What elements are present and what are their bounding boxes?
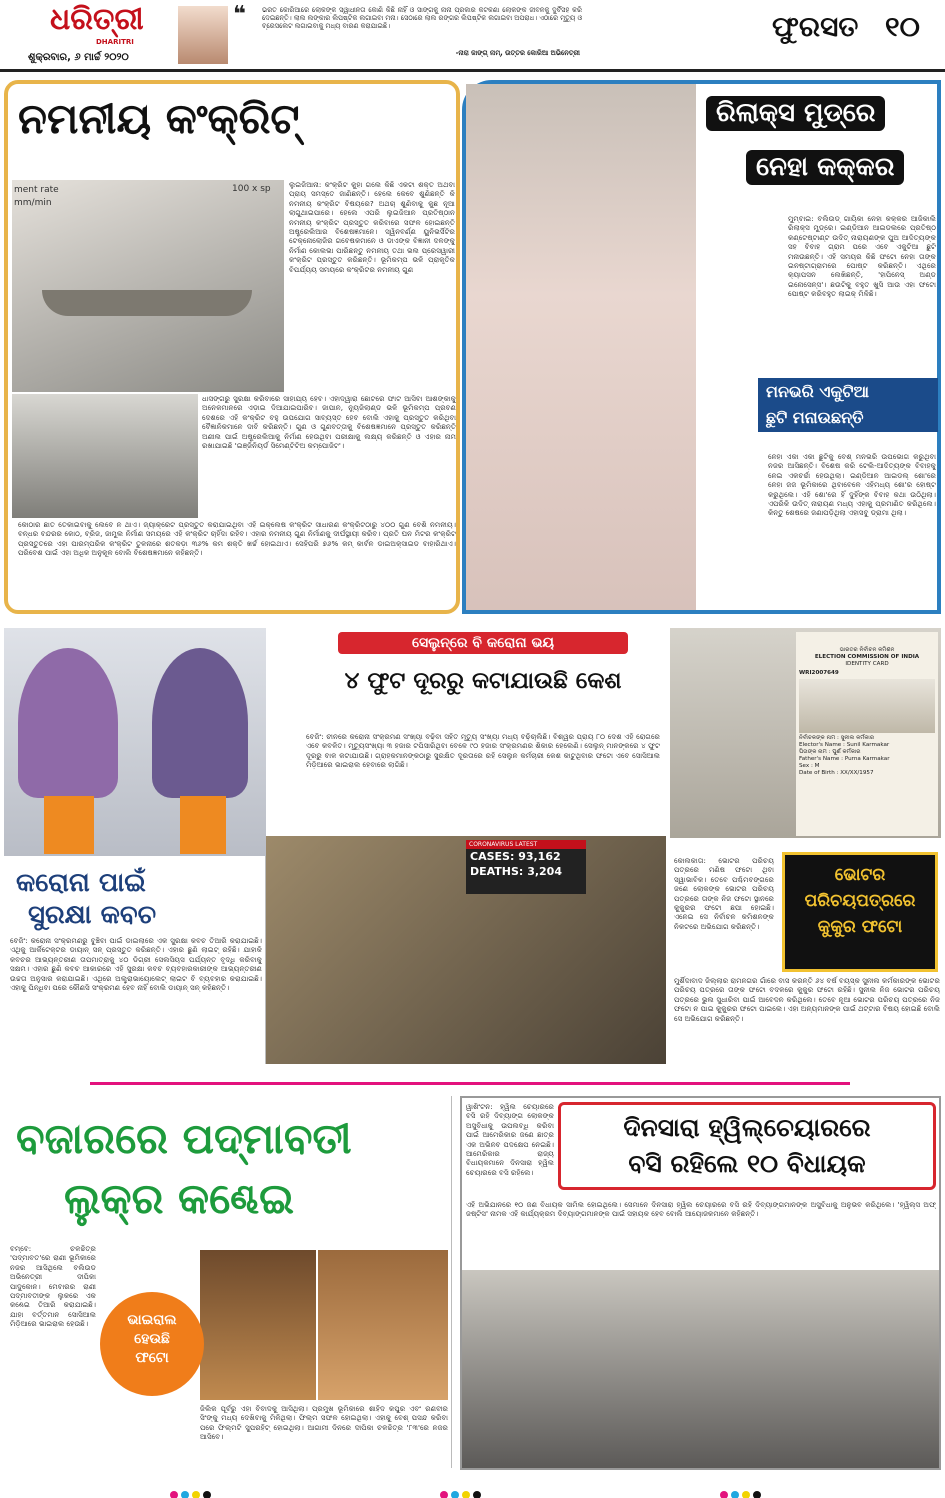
sex-value: M [814,763,820,769]
salon-photo [266,836,666,1064]
card-header-2: ELECTION COMMISSION OF INDIA [814,654,920,660]
neha-story [462,80,941,614]
name-value-en: Sunil Karmakar [846,742,890,748]
padmavati-story [4,1096,452,1468]
voter-card: ଭାରତର ନିର୍ବାଚନ କମିଶନ ELECTION COMMISSION OF INDIA IDENTITY CARD WRI2007649 ନିର୍ବାଚକଙ୍କ ନାମ : ସୁନୀଲ କର୍ମକାର Elector's Name : Sunil Karmakar ପିତାଙ୍କ ନାମ : ପୁର୍ଣ କର୍ମକାର Father's Name : Purna Karmakar Sex : M Date of Birth : XX/XX/1957 [796,632,938,836]
voter-body-b: ମୁର୍ଶିଦାବାଦ ଜିଲ୍ଲାର ରାମନଗର ଗାଁରେ ବାସ କରନ୍ତି ୬୪ ବର୍ଷ ବୟସ୍କ ସୁନୀଲ କର୍ମକାରଙ୍କ ଭୋଟର ପରିଚୟ ପତ୍ରରେ ତାଙ୍କ ଫଟୋ ବଦଳରେ କୁକୁର ଫଟୋ ରହିଛି। ସୁନୀଲ ନିଜ ଭୋଟର ପରିଚୟ ପତ୍ରରେ ଭୁଲ ସୁଧାରିବା ପାଇଁ ଆବେଦନ କରିଥିଲେ। ତେବେ ନୂଆ ଭୋଟର ପରିଚୟ ପତ୍ରରେ ନିଜ ଫଟୋ ନ ପାଇ କୁକୁରର ଫଟୋ ପାଇଲେ। ଏହା ଅନ୍ୟମାନଙ୍କ ପାଇଁ ଥଟ୍ଟାର ବିଷୟ ହୋଇଛି ବୋଲି ସେ ଅଭିଯୋଗ କରିଛନ୍ତି। [674,976,940,1023]
voter-photo [670,628,941,838]
concrete-test-photo [12,180,284,392]
neha-subhead-1: ମନଭରି ଏକୁଟିଆ [758,378,938,406]
concrete-body-b: ଧାସଙ୍ଗରୁ ସୁରକ୍ଷା କରିବାରେ ସାହାଯ୍ୟ ହେବ। ଏହାଦ୍ୱାରା ଛୋଟରେ ଫାଟ ଆସିବା ଆଶଙ୍କାକୁ ଅନେକମାନରେ ଏଡ଼ାଇ ଦିଆଯାଇପାରିବ। ଜାପାନ, ନ୍ୟୁଜିଲାଣ୍ଡ ଭଳି ଭୂମିକମ୍ପ ପ୍ରବଣ ଦେଶରେ ଏହି କଂକ୍ରିଟ ବହୁ ଉପଯୋଗ ସାବ୍ୟସ୍ତ ହେବ ବୋଲି ଏହାକୁ ପ୍ରସ୍ତୁତ କରିଥିବା ବୈଜ୍ଞାନିକମାନେ ଦାବି କରିଛନ୍ତି। ଗୁଣ ଓ ଗୁଣବତ୍ତାକୁ ବିଶେଷଜ୍ଞମାନେ ପ୍ରସ୍ତୁତ କରିଛନ୍ତି ଅଣୀଲ ପାଇଁ ଅଷ୍ଟ୍ରେଲିଆକୁ ନିର୍ମାଣ ହେଉଥିବା ପରୀକ୍ଷାକୁ ଲକ୍ଷ୍ୟ କରିଛନ୍ତି ଓ ଏହାର ନାମ ରଖାଯାଇଛି 'ଇଞ୍ଜିନିୟର୍ଡ ସିମେଣ୍ଟିଟିଅ କମ୍ପୋଜିଟ'। [202,394,456,451]
father-label-en: Father's Name [799,756,840,762]
padmavati-headline-2: ଲୁକ୍‌ର କଣ୍ଢେଇ [64,1174,295,1223]
card-header-3: IDENTITY CARD [845,661,889,667]
salon-body: ବେଜିଂ: ଚୀନରେ କରୋନା ସଂକ୍ରମଣ ସଂଖ୍ୟା ବଢ଼ିବା ସହିତ ମୃତ୍ୟୁ ସଂଖ୍ୟା ମଧ୍ୟ ବଢ଼ିଚାଲିଛି। ବିଶ୍ୱର ପ୍ରାୟ ୮୦ ଦେଶ ଏହି ରୋଗରେ ଏବେ କବଳିତ। ମୃତ୍ୟୁସଂଖ୍ୟା ୩ ହଜାର ଟପିସାରିଥିବା ବେଳେ ୯୦ ହଜାର ସଂକ୍ରମଣର ଶିକାର ହେଲେଣି। ସେଲୁନ୍ ମାନଙ୍କରେ ୪ ଫୁଟ ଦୂରରୁ ବାଳ କଟାଯାଉଛି। ଗ୍ରାହକମାନଙ୍କଠାରୁ ସୁରକ୍ଷିତ ଦୂରତାରେ ରହି ସେଲୁନ କର୍ମଚାରୀ କେଶ କାଟୁଥିବାର ଫଟୋ ଏବେ ସୋସିଆଲ ମିଡ଼ିଆରେ ଭାଇରାଲ ହେବାରେ ଲାଗିଛି। [306,732,660,770]
name-value-or: ସୁନୀଲ କର୍ମକାର [840,735,875,741]
photo-label-3: 100 x sp [232,184,271,194]
viral-badge [100,1292,204,1396]
badge-2: ହେଉଛି [134,1331,170,1347]
counter-title: CORONAVIRUS LATEST [466,840,586,849]
shield-headline-2: ସୁରକ୍ଷା କବଚ [28,900,157,930]
wheelchair-body-b: ଏହି ଅଭିଯାନରେ ୧୦ ଜଣ ବିଧାୟକ ସାମିଲ ହୋଇଥିଲେ। ସେମାନେ ଦିନସାରା ହ୍ୱିଲ ଚେୟାରରେ ବସି ରହି ଦିବ୍ୟାଙ୍ଗମାନଙ୍କ ଅସୁବିଧାକୁ ଅନୁଭବ କରିଥିଲେ। 'ହ୍ୱିଲ୍ସ ଅଫ୍ ଜଷ୍ଟିସ' ନାମକ ଏହି କାର୍ଯ୍ୟକ୍ରମ ଦିବ୍ୟାଙ୍ଗମାନଙ୍କ ପାଇଁ ସହାୟକ ହେବ ବୋଲି ଆୟୋଜକମାନେ କହିଛନ୍ତି। [466,1200,936,1219]
section-divider [90,1082,850,1085]
name-label-en: Elector's Name [799,742,842,748]
page-number: ୧୦ [885,10,920,43]
concrete-beam [42,290,252,316]
shield-capsule-left [18,648,118,798]
badge-1: ଭାଇରାଲ [127,1312,177,1328]
shield-body: ବେଜିଂ: କରୋନା ସଂକ୍ରମଣରୁ ବୁଞ୍ଚିବା ପାଇଁ ଡାଇଲାରେ ଏକ ସୁରକ୍ଷା କବଚ ତିଆରି କରାଯାଇଛି। ଏଥିକୁ ଆର୍କିଟେକ୍ଟର ଡାୟାନ୍ ସନ୍ ପ୍ରସ୍ତୁତ କରିଛନ୍ତି। ଏହାର ଛୁଣି ଲାଇଟ୍ ରହିଛି। ଯାହାକି କବଚର ଆଭ୍ୟନ୍ତରୀଣ ତାପମାତ୍ରାକୁ ୪୦ ଡିଗ୍ରୀ ସେଲସିୟସ ପର୍ଯ୍ୟନ୍ତ ବୃଦ୍ଧି କରିବାକୁ ସକ୍ଷମ। ଏହାର ଛୁଣି କବଚ ଆକାରରେ ଏହି ସୁରକ୍ଷା କବଚ ବ୍ୟବହାରକାରୀଙ୍କ ଆଭ୍ୟନ୍ତରୀଣ ଉଚ୍ଚତା ଅନୁସାର କରାଯାଇଛି। ଏଥିରେ ଅଲ୍ଟ୍ରାଭାୟୋଲେଟ୍ ଲାଇଟ ବି ବ୍ୟବହାର କରାଯାଇଛି। ଏହାକୁ ପିନ୍ଧିବା ପରେ କୌଣସି ସଂକ୍ରମଣ ହେବ ନାହିଁ ବୋଲି ଡାୟାନ୍ ସନ୍ କହିଛନ୍ତି। [10,936,262,993]
neha-headline-2: ନେହା କକ୍କର [746,150,904,185]
cases-value: 93,162 [518,850,561,863]
legislators-photo [462,1270,939,1468]
salon-story [302,632,662,832]
concrete-body-c: କୋଠାର ଛାତ ତେକାଇବାକୁ ଲେବେ ନ ଥାଏ। ଜ୍ୟାକ୍ରେଟ ପ୍ରସ୍ତୁତ କରାଯାଇଥିବା ଏହି ଇକ୍ଲେଷ କଂକ୍ରିଟ ସାଧାରଣ କଂକ୍ରିଟଠାରୁ ୪୦୦ ଗୁଣ ବେଶି ନମନୀୟ। ବନ୍ଧର ବନ୍ଦରର କୋଠ, ବ୍ରିଜ, ଜାମୁଲ ନିର୍ମାଣ ସମୟରେ ଏହି କଂକ୍ରିଟ ଚାହିଁଦା ରହିବ। ଏହାର ନମନୀୟ ଗୁଣ ନିର୍ମାଣକୁ ଦୀର୍ଘସ୍ଥାୟୀ କରିବ। ପ୍ରତି ଘନ ମିଟର କଂକ୍ରିଟ ପ୍ରସ୍ତୁତରେ ଏହା ପାରମ୍ପରିକ କଂକ୍ରିଟ ତୁଳନାରେ ଶତକଡ଼ା ୩୬% କମ ଶକ୍ତି ଖର୍ଚ୍ଚ ହୋଇଥାଏ। ସେହିପରି ୭୬% କମ୍ କାର୍ବନ ଡାଇଅକ୍ସାଇଡ ବାହାରିଥାଏ। ପରିବେଶ ପାଇଁ ଏହା ଅଧିକ ଅନୁକୂଳ ବୋଲି ବିଶେଷଜ୍ଞମାନେ କହିଛନ୍ତି। [18,520,456,558]
wheelchair-headline-2: ବସି ରହିଲେ ୧୦ ବିଧାୟକ [628,1149,866,1178]
father-label-or: ପିତାଙ୍କ ନାମ [799,749,827,755]
shield-capsule-right [152,648,248,798]
concrete-body-a: ଲୁଇଜିଆନା: କଂକ୍ରିଟ କୁହା ଗଲେ କିଛି ଏକଟା ଶକ୍ତ ଅଥବା ପ୍ରାୟ ସମସ୍ତେ ଜାଣିଛନ୍ତି। ହେଲେ କେବେ ଶୁଣିଛନ୍ତି କି ନମନୀୟ କଂକ୍ରିଟ ବିଷୟରେ? ଅଥଚା ଶୁଣିବାକୁ କୁଛ ନୂଆ ଲାଗୁଥାଇପାରେ। ହେଲେ ଏପରି ଲୁଇଜିଆନ ପ୍ରତିଷ୍ଠାନ ନମନୀୟ କଂକ୍ରିଟ ପ୍ରସ୍ତୁତ କରିବାରେ ସଫଳ ହୋଇଛନ୍ତି ଅଷ୍ଟ୍ରେଲିଆର ବିଶେଷଜ୍ଞମାନେ। ସ୍ୱିନବର୍ଣ୍ଣ ୟୁନିଭର୍ସିଟିର ଟେକ୍ନୋଲୋଜିର ଗବେଷକମାନେ ଓ ଡାଏଙ୍କ ବିଜ୍ଞାନୀ ଦଳଙ୍କୁ ନିର୍ମାଣ କୋଲଭା ପାରିଛନ୍ତୁ ନମନୀୟ ତଥା ଭଲ ପ୍ରେସୱାରୀ କଂକ୍ରିଟ ପ୍ରସ୍ତୁତ କରିଛନ୍ତି। ଭୂମିକମ୍ପ ଭଳି ପ୍ରାକୃତିକ ବିପର୍ଯ୍ୟୟ ସମୟରେ କଂକ୍ରିଟର ନମନୀୟ ଗୁଣ [289,180,455,274]
researcher-photo [12,394,198,518]
shield-legs-2 [180,796,226,854]
salon-headline: ୪ ଫୁଟ ଦୂରରୁ କଟାଯାଉଛି କେଶ [344,668,622,694]
neha-headline-1: ରିଲାକ୍ସ ମୁଡ୍‌ରେ [706,96,885,131]
card-header-1: ଭାରତର ନିର୍ବାଚନ କମିଶନ [839,647,895,653]
sex-label: Sex [799,763,810,769]
card-number: WRI2007649 [799,670,839,676]
reg-mark-2 [440,1484,484,1498]
photo-label-1: ment rate [14,185,59,195]
neha-body-b: ନେହା ଏକା ଏକା ଛୁଟିକୁ ବେଶ୍ ମନଭରି ଉପଭୋଗ କରୁଥିବା ନଜର ଆସିଛନ୍ତି। ବିଶେଷ କରି ଟେଲି-ଆଦିତ୍ୟଙ୍କ ବିବାହକୁ ନେଇ ଏକଚର୍ଚ୍ଚା ହେଉଥିଲା। ଇଣ୍ଡିଆନ ଆଇଡଲ୍ ଶୋ'ରେ ନେହା ଜଜ ଭୂମିକାରେ ଥିବାବେଳେ ଏହିମଧ୍ୟ ଶୋ'ର ହୋଷ୍ଟ କରୁଥିଲେ। ଏହି ଶୋ'ରେ ହିଁ ଦୁହିଁଙ୍କ ବିବାହ କଥା ଉଠିଥିଲା। ଏପରିକି ଉଦିତ୍ ନାରାୟଣ ମଧ୍ୟ ଏହାକୁ ପ୍ରମାଣିତ କରିଥିଲେ। କିନ୍ତୁ ଶେଷରେ ଜଣାପଡ଼ିଥିଲା ଏହାସବୁ ଡ୍ରାମା ଥିଲା। [768,452,936,518]
concrete-headline: ନମନୀୟ କଂକ୍ରିଟ୍ [18,94,300,143]
neha-subhead-2: ଛୁଟି ମନାଉଛନ୍ତି [758,404,938,432]
wheelchair-body-a: ୱାଶିଂଟନ: ହ୍ୱିଲ ଚେୟାରରେ ବସି ରହି ଦିବ୍ୟାଙ୍ଗ ଲୋକଙ୍କ ଅସୁବିଧାକୁ ଉପଲବ୍ଧି କରିବା ପାଇଁ ଆମେରିକାର ଜଣେ ଛାତ୍ର ଏକ ଅଭିନବ ପଦକ୍ଷେପ ନେଇଛି। ଆମେରିକାର ରାଜ୍ୟ ବିଧାୟକମାନେ ଦିନସାରା ହ୍ୱିଲ ଚେୟାରରେ ବସି ରହିଲେ। [466,1102,554,1177]
corona-shield-story [4,628,266,1064]
voter-headline-1: ଭୋଟର [834,865,886,885]
wheelchair-story [460,1096,941,1470]
wheelchair-headline-1: ଦିନସାରା ହ୍ୱିଲ୍‌ଚେୟାରରେ [623,1113,871,1142]
father-value-or: ପୁର୍ଣ କର୍ମକାର [832,749,861,755]
voter-headline-3: କୁକୁର ଫଟୋ [817,917,903,937]
footer-marks [0,1480,945,1498]
deaths-value: 3,204 [527,865,562,878]
reg-mark-1 [170,1484,214,1498]
voter-headline-2: ପରିଚୟପତ୍ରରେ [804,891,916,911]
voter-body-a: କୋଲକାତା: ଭୋଟର ପରିଚୟ ପତ୍ରରେ ମଣିଷ ଫଟୋ ଥିବା ସ୍ୱାଭାବିକ। ତେବେ ପଶ୍ଚିମବଙ୍ଗରେ ଜଣେ ଲୋକଙ୍କ ଭୋଟର ପରିଚୟ ପତ୍ରରେ ତାଙ୍କ ନିଜ ଫଟୋ ସ୍ଥାନରେ କୁକୁରର ଫଟୋ ଛପା ହୋଇଛି। ଏନେଇ ସେ ନିର୍ବାଚନ କମିଶନଙ୍କ ନିକଟରେ ଅଭିଯୋଗ କରିଛନ୍ତି। [674,856,774,931]
dob-label: Date of Birth [799,770,835,776]
shield-photo [4,628,266,856]
voter-headline-box [782,852,938,972]
neha-photo [466,84,696,610]
shield-headline-1: କରୋନା ପାଇଁ [16,868,146,898]
wheelchair-headline-box [558,1102,936,1190]
padmavati-body-a: ବମ୍ବେ: ଚଳଚ୍ଚିତ୍ର 'ପଦ୍ମାବତ'ରେ ରାଣୀ ଭୂମିକାରେ ନଜର ଆସିଥିଲେ ବଲିଉଡ ଅଭିନେତ୍ରୀ ଦୀପିକା ପାଦୁକୋନ। ମେବାରର ରାଣୀ ପଦ୍ମାବତୀଙ୍କ ଲୁକରେ ଏକ କଣ୍ଢେଇ ତିଆରି କରାଯାଇଛି। ଯାହା ବର୍ତ୍ତମାନ ସୋସିଆଲ ମିଡ଼ିଆରେ ଭାଇରାଲ ହେଉଛି। [10,1244,96,1329]
salon-kicker: ସେଲୁନ୍‌ରେ ବି କରୋନା ଭୟ [338,632,628,654]
neha-body-a: ମୁମ୍ବାଇ: ବଲିଉଡ୍ ଗାୟିକା ନେହା କକ୍କର ଆଜିକାଲି ରିଲାକ୍ସ ମୁଡ୍‌ରେ। ଇଣ୍ଡିଆନ ଆଇଡଲରେ ପ୍ରତିଷ୍ଠ କଣ୍ଟେଷ୍ଟାଣ୍ଟ ଉଦିତ୍ ନାରାୟଣଙ୍କ ପୁଅ ଆଦିତ୍ୟଙ୍କ ସହ ବିବାହ ଗ୍ରାମ ପରେ ଏବେ ଏକୁଟିଆ ଛୁଟି ମନାଉଛନ୍ତି। ଏହି ସମୟର କିଛି ଫଟୋ ନେହା ତାଙ୍କ ଇନଷ୍ଟାଗ୍ରାମରେ ପୋଷ୍ଟ କରିଛନ୍ତି। ଏଥିରେ କ୍ୟାପସନ ଲେଖିଛନ୍ତି, 'ହାପିନେସ୍ ଅଣ୍ଡ ଇନୋସେନ୍ସ'। ଛଉଟିକୁ ବହୁତ ଖୁସି ଆଉ ଏହା ଫଟୋ ପୋଷ୍ଟ କରିବହୁତ ଲାଇକ୍ ମିଳିଛି। [788,214,936,299]
deaths-label: DEATHS: [470,865,524,878]
badge-3: ଫଟୋ [135,1350,169,1366]
padmavati-body-b: ଜିଲିକ ପୂର୍ବରୁ ଏହା ବିବାଦକୁ ଆସିଥିଲା। ପ୍ରମୁଖ ଭୂମିକାରେ ଶାହିଦ କପୁର ଏବଂ ରଣବୀର ସିଂଙ୍କୁ ମଧ୍ୟ ଦେଖିବାକୁ ମିଳିଥିଲା। ଫିଲ୍ମ ସଫଳ ହୋଇଥିଲା। ଏହାକୁ ବେଶ୍ ପସନ୍ଦ କରିବା ପରେ ଫିଲ୍ମଟି ସୁପରହିଟ୍ ହୋଇଥିଲା। ଆଗାମୀ ଦିନରେ ଦୀପିକା ଚଳଚ୍ଚିତ୍ର '୮୩'ରେ ନଜର ଆସିବେ। [200,1404,448,1442]
columnist-avatar [178,6,228,64]
masthead-logo[interactable]: ଧରିତ୍ରୀ [50,2,144,37]
quote-icon: ❝ [233,2,246,27]
name-label-or: ନିର୍ବାଚକଙ୍କ ନାମ [799,735,836,741]
reg-mark-3 [720,1484,764,1498]
quote-text: ଭରତ କୋରିଆରେ ଲୋକଙ୍କ ସ୍ୱାଧୀନତା କୋଣି କିଛି ନାହିଁ ଓ ସାଙ୍ଗକୁ ନାନା ପ୍ରକାର କଟକଣା ଲୋକଙ୍କ ଜୀବନକୁ ଦୁର୍ବିସହ କରି ଦେଇଛନ୍ତି। ଲାଲ ଲଙ୍କାର ଲିପଷ୍ଟିକ ଲଗାଇବା ମନା। ସେଠାରେ ଲାଲ ରଙ୍ଗର ଲିପଷ୍ଟିକ ଲଗାଇବା ଅପରାଧ। ଏଠାରେ ମୃତ୍ୟୁ ଓ ବ୍ରେସଲେଟ ଲଗାଇବାକୁ ମଧ୍ୟ ବାରଣ କରାଯାଇଛି। [262,6,582,31]
deepika-photo [200,1250,316,1400]
concrete-story [4,80,460,614]
section-name: ଫୁରସତ [772,10,859,43]
doll-photo [318,1250,448,1400]
photo-label-2: mm/min [14,198,52,208]
father-value-en: Purna Karmakar [844,756,890,762]
cases-label: CASES: [470,850,515,863]
corona-counter [466,840,586,894]
masthead-logo-sub: DHARITRI [96,38,134,46]
dog-photo [799,679,935,733]
padmavati-headline-1: ବଜାରରେ ପଦ୍ମାବତୀ [16,1114,352,1163]
masthead [0,0,945,72]
shield-legs [44,796,94,854]
dob-value: XX/XX/1957 [840,770,874,776]
quote-author: -ନାରା ଜାଙ୍ଗ୍ ନାମ୍, ଉତ୍ତର କୋରିଆ ଅଭିନେତ୍ରୀ [455,49,580,57]
masthead-date: ଶୁକ୍ରବାର, ୬ ମାର୍ଚ୍ଚ ୨୦୨୦ [28,52,129,63]
